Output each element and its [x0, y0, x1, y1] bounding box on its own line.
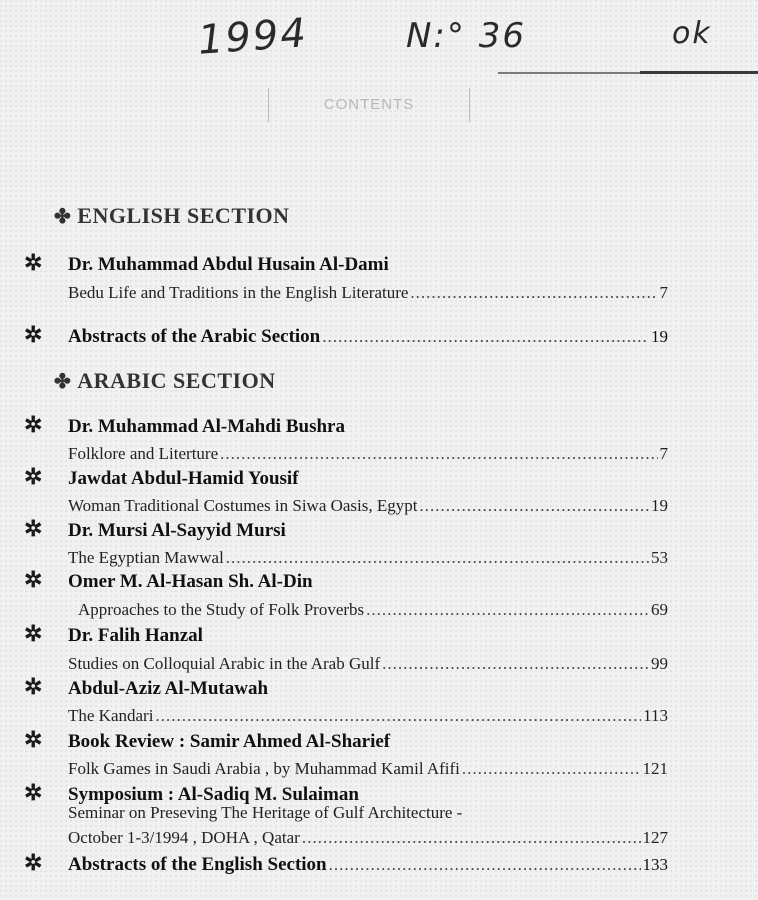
entry-title: Approaches to the Study of Folk Proverbs [78, 600, 365, 619]
entry-page-number: 7 [659, 283, 668, 302]
entry-title: Folk Games in Saudi Arabia , by Muhammad Kamil Afifi [68, 759, 460, 778]
leader-dots [366, 600, 649, 620]
ornament-icon: ✤ [54, 206, 72, 228]
leader-dots [220, 444, 657, 464]
asterisk-icon: ✲ [24, 464, 43, 489]
asterisk-icon: ✲ [24, 850, 43, 875]
leader-dots [302, 828, 641, 848]
entry-author: Abdul-Aziz Al-Mutawah [68, 678, 269, 699]
asterisk-icon: ✲ [24, 250, 43, 275]
entry-title-line [68, 854, 668, 876]
entry-title-line [68, 548, 668, 568]
entry-title-line [78, 600, 668, 620]
entry-page-number: 127 [642, 828, 668, 847]
entry-title-line [68, 654, 668, 674]
entry-author: Dr. Muhammad Al-Mahdi Bushra [68, 416, 345, 437]
leader-dots [410, 283, 657, 303]
entry-title: The Kandari [68, 706, 154, 725]
entry-author: Symposium : Al-Sadiq M. Sulaiman [68, 784, 359, 805]
entry-title-line [68, 706, 668, 726]
entry-page-number: 7 [659, 444, 668, 463]
handwritten-ok-mark: ok [672, 16, 712, 51]
leader-dots [329, 855, 641, 875]
entry-author: Dr. Mursi Al-Sayyid Mursi [68, 520, 286, 541]
english-section-title: ENGLISH SECTION [77, 203, 290, 228]
entry-page-number: 113 [643, 706, 668, 725]
asterisk-icon: ✲ [24, 780, 43, 805]
ornament-icon: ✤ [54, 371, 72, 393]
arabic-section-heading [54, 368, 276, 394]
english-section-heading [54, 203, 290, 229]
entry-title: October 1-3/1994 , DOHA , Qatar [68, 828, 300, 847]
entry-title-line [68, 496, 668, 516]
entry-page-number: 121 [642, 759, 668, 778]
asterisk-icon: ✲ [24, 322, 43, 347]
handwritten-issue-number: N:° 36 [406, 16, 526, 56]
entry-title-line [68, 759, 668, 779]
top-rule-thick [640, 71, 758, 74]
entry-title-line [68, 828, 668, 848]
arabic-section-title: ARABIC SECTION [77, 368, 276, 393]
asterisk-icon: ✲ [24, 412, 43, 437]
entry-title-line [68, 444, 668, 464]
leader-dots [420, 496, 650, 516]
leader-dots [382, 654, 649, 674]
entry-author: Jawdat Abdul-Hamid Yousif [68, 468, 299, 489]
leader-dots [462, 759, 641, 779]
asterisk-icon: ✲ [24, 567, 43, 592]
contents-stamp: CONTENTS [268, 88, 470, 122]
entry-title: Studies on Colloquial Arabic in the Arab Gulf [68, 654, 381, 673]
entry-title-line [68, 326, 668, 348]
entry-page-number: 19 [651, 327, 668, 346]
handwritten-year: 1994 [196, 10, 310, 64]
entry-title-line [68, 283, 668, 303]
entry-author: Dr. Falih Hanzal [68, 625, 203, 646]
entry-page-number: 99 [651, 654, 668, 673]
entry-page-number: 53 [651, 548, 668, 567]
leader-dots [226, 548, 649, 568]
entry-author: Book Review : Samir Ahmed Al-Sharief [68, 731, 391, 752]
entry-author: Dr. Muhammad Abdul Husain Al-Dami [68, 254, 389, 275]
asterisk-icon: ✲ [24, 621, 43, 646]
entry-title: Seminar on Preseving The Heritage of Gulf Architecture - [68, 803, 463, 822]
entry-title: Woman Traditional Costumes in Siwa Oasis, Egypt [68, 496, 418, 515]
entry-author: Abstracts of the Arabic Section [68, 326, 321, 347]
entry-title: Bedu Life and Traditions in the English Literature [68, 283, 409, 302]
entry-page-number: 19 [651, 496, 668, 515]
asterisk-icon: ✲ [24, 727, 43, 752]
leader-dots [155, 706, 641, 726]
entry-author: Omer M. Al-Hasan Sh. Al-Din [68, 571, 313, 592]
entry-author: Abstracts of the English Section [68, 854, 327, 875]
entry-page-number: 69 [651, 600, 668, 619]
asterisk-icon: ✲ [24, 674, 43, 699]
entry-title: Folklore and Literture [68, 444, 219, 463]
asterisk-icon: ✲ [24, 516, 43, 541]
entry-page-number: 133 [642, 855, 668, 874]
entry-title: The Egyptian Mawwal [68, 548, 224, 567]
leader-dots [322, 327, 649, 347]
